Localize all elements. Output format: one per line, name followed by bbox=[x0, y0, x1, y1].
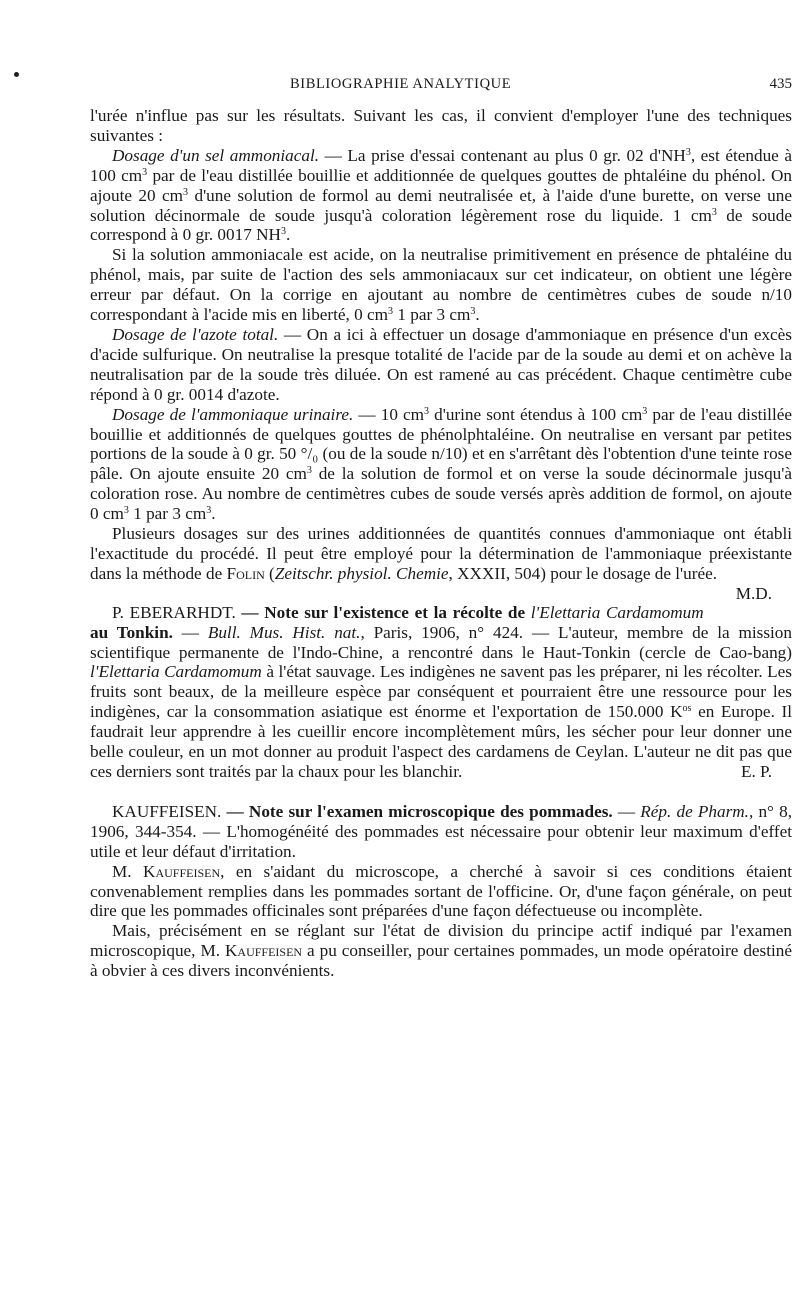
section-title: Dosage de l'ammoniaque urinaire. bbox=[112, 404, 354, 424]
author-name: Kauffeisen bbox=[143, 861, 221, 881]
entry-eberhardt: P. EBERARHDT. — Note sur l'existence et la récolte de l'Elettaria Cardamomum au Tonkin. — Bull. Mus. Hist. nat., Paris, 1906, n° 424. — L'auteur, membre de la mission scientifique permanente de l'Indo-Chine, a rencontré dans le Haut-Tonkin (cercle de Cao-bang) l'Elettaria Cardamomum à l'état sauvage. Les indigènes ne savent pas les préparer, ni les récolter. Les fruits sont beaux, de la meilleure espèce par conséquent et pourraient être une ressource pour les indigènes, car la consommation asiatique est énorme et l'exportation de 150.000 $K^{os}$ en Europe. Il faudrait leur apprendre à les cueillir encore incomplètement mûrs, les sécher pour leur donner une belle couleur, en un mot donner au produit l'aspect des cardamens de Ceylan. L'auteur ne dit pas que ces derniers sont traités par la chaux pour les blanchir. E. P. bbox=[90, 602, 792, 781]
reviewer-signature: M.D. bbox=[735, 583, 772, 603]
reviewer-signature: E. P. bbox=[740, 762, 772, 781]
section-title: Dosage de l'azote total. bbox=[112, 324, 279, 344]
running-title: BIBLIOGRAPHIE ANALYTIQUE bbox=[290, 76, 512, 92]
journal-name: Bull. Mus. Hist. nat. bbox=[207, 622, 361, 642]
margin-dot bbox=[14, 72, 19, 77]
paragraph-ammonium-salt: Dosage d'un sel ammoniacal. — La prise d'essai contenant au plus 0 gr. 02 $d'NH^3$, est étendue à 100 $cm^3$ par de l'eau distillée bouillie et additionnée de quelques gouttes de phtaléine du phénol. On ajoute 20 $cm^3$ d'une solution de formol au demi neutralisée et, à l'aide d'une burette, on verse une solution décinormale de soude jusqu'à coloration légèrement rose du liquide. 1 $cm^3$ de soude correspond à 0 gr. 0017 $NH^3$. bbox=[90, 145, 793, 245]
body-text bbox=[90, 106, 792, 981]
entry-author: KAUFFEISEN. bbox=[112, 801, 222, 821]
paragraph-kauffeisen-conclusion: Mais, précisément en se réglant sur l'état de division du principe actif indiqué par l'examen microscopique, M. Kauffeisen a pu conseiller, pour certaines pommades, un mode opératoire destiné à obvier à ces divers inconvénients. bbox=[90, 921, 792, 981]
paragraph-acid-solution: Si la solution ammoniacale est acide, on la neutralise primitivement en présence de phtaléine du phénol, mais, par suite de l'action des sels ammoniacaux sur cet indicateur, on obtient une légère erreur par défaut. On la corrige en ajoutant au nombre de centimètres cubes de soude n/10 correspondant à l'acide mis en liberté, 0 $cm^3$ 1 par 3 $cm^3$. bbox=[90, 245, 792, 325]
paragraph-urinary-ammonia: Dosage de l'ammoniaque urinaire. — 10 $cm^3$ d'urine sont étendus à 100 $cm^3$ par de l'eau distillée bouillie et additionnés de quelques gouttes de phénolphtaléine. On neutralise en versant par petites portions de la soude à 0 gr. 50 °/₀ (ou de la soude n/10) et en s'arrêtant dès l'obtention d'une teinte rose pâle. On ajoute ensuite 20 $cm^3$ de la solution de formol et on verse la soude décinormale jusqu'à coloration rose. Au nombre de centimètres cubes de soude versés après addition de formol, on ajoute 0 $cm^3$ 1 par 3 $cm^3$. bbox=[90, 404, 792, 524]
page-number: 435 bbox=[769, 76, 792, 92]
paragraph-validation: Plusieurs dosages sur des urines additionnées de quantités connues d'ammoniaque ont établi l'exactitude du procédé. Il peut être employé pour la détermination de l'ammoniaque préexistante dans la méthode de Folin (Zeitschr. physiol. Chemie, XXXII, 504) pour le dosage de l'urée. M.D. bbox=[90, 524, 792, 603]
journal-name: Rép. de Pharm. bbox=[640, 801, 749, 821]
entry-author: P. EBERARHDT. bbox=[112, 602, 236, 622]
paragraph-intro: l'urée n'influe pas sur les résultats. Suivant les cas, il convient d'employer l'une des techniques suivantes : bbox=[90, 106, 792, 145]
author-name: Kauffeisen bbox=[225, 941, 303, 961]
entry-kauffeisen: KAUFFEISEN. — Note sur l'examen microscopique des pommades. — Rép. de Pharm., n° 8, 1906, 344-354. — L'homogénéité des pommades est nécessaire pour obtenir leur maximum d'effet utile et leur défaut d'irritation. bbox=[90, 801, 792, 861]
paragraph-kauffeisen-method: M. Kauffeisen, en s'aidant du microscope, a cherché à savoir si ces conditions étaient convenablement remplies dans les pommades sortant de l'officine. Or, d'une façon générale, on peut dire que les pommades officinales sont préparées d'une façon défectueuse ou incomplète. bbox=[90, 861, 792, 921]
author-name: Folin bbox=[226, 563, 265, 583]
running-header bbox=[90, 76, 792, 98]
journal-name: Zeitschr. physiol. Chemie bbox=[274, 563, 449, 583]
paragraph-total-nitrogen: Dosage de l'azote total. — On a ici à effectuer un dosage d'ammoniaque en présence d'un excès d'acide sulfurique. On neutralise la presque totalité de l'acide par de la soude au demi et on achève la neutralisation par de la soude très diluée. On est ramené au cas précédent. Chaque centimètre cube répond à 0 gr. 0014 d'azote. bbox=[90, 324, 792, 404]
section-title: Dosage d'un sel ammoniacal. bbox=[112, 145, 320, 165]
